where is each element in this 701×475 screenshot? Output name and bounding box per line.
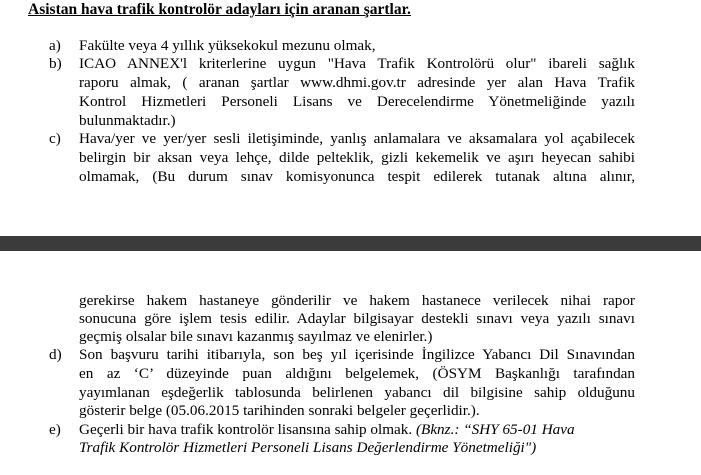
- item-a-line-1: Fakülte veya 4 yıllık yüksekokul mezunu olmak,: [79, 37, 376, 54]
- item-e-reference: (Bknz.: “SHY 65-01 Hava: [415, 421, 575, 438]
- item-c-line-3: olmamak, (Bu durum sınav komisyonunca tespit edilerek tutanak altına alınır,: [79, 168, 635, 185]
- item-d-line-1: Son başvuru tarihi itibarıyla, son beş yıl içerisinde İngilizce Yabancı Dil Sınavından: [79, 346, 635, 363]
- item-b-line-4: bulunmaktadır.): [79, 112, 176, 129]
- page-break-divider: [0, 236, 701, 251]
- item-d-line-4: gösterir belge (05.06.2015 tarihinden sonraki belgeler geçerlidir.).: [79, 402, 480, 419]
- list-marker-b: b): [49, 55, 62, 72]
- item-b-line-1: ICAO ANNEX'l kriterlerine uygun "Hava Trafik Kontrolörü olur" ibareli sağlık: [79, 55, 635, 72]
- item-b-line-3: Kontrol Hizmetleri Personeli Lisans ve Derecelendirme Yönetmeliğinde yazılı: [79, 93, 635, 110]
- section-heading: Asistan hava trafik kontrolör adayları için aranan şartlar.: [28, 1, 411, 18]
- item-c-line-5: sonucuna göre işlem tesis edilir. Adaylar bilgisayar destekli sınavı veya yazılı sınavı: [79, 310, 635, 327]
- item-e-line-2: Trafik Kontrolör Hizmetleri Personeli Lisans Değerlendirme Yönetmeliği"): [79, 439, 537, 456]
- item-c-line-6: geçmiş olsalar bile sınavı kazanmış sayılmaz ve elenirler.): [79, 328, 433, 345]
- list-marker-e: e): [49, 421, 61, 438]
- item-d-line-3: yayımlanan eşdeğerlik tablosunda belirlenen yabancı dil bilgisine sahip olduğunu: [79, 384, 635, 401]
- item-e-line-1-text: Geçerli bir hava trafik kontrolör lisansına sahip olmak.: [79, 421, 413, 438]
- list-marker-a: a): [49, 37, 61, 54]
- list-marker-c: c): [49, 130, 61, 147]
- item-d-line-2: en az ‘C’ düzeyinde puan aldığını belgelemek, (ÖSYM Başkanlığı tarafından: [79, 365, 635, 382]
- item-c-line-2: belirgin bir aksan veya lehçe, dilde pelteklik, gizli kekemelik ve aşırı heyecan sahibi: [79, 149, 635, 166]
- item-e-line-1: [79, 421, 575, 439]
- item-b-line-2: raporu almak, ( aranan şartlar www.dhmi.gov.tr adresinde yer alan Hava Trafik: [79, 74, 635, 91]
- item-c-line-4: gerekirse hakem hastaneye gönderilir ve hakem hastanece verilecek nihai rapor: [79, 292, 635, 309]
- item-c-line-1: Hava/yer ve yer/yer sesli iletişiminde, yanlış anlamalara ve aksamalara yol açabilecek: [79, 130, 635, 147]
- list-marker-d: d): [49, 346, 62, 363]
